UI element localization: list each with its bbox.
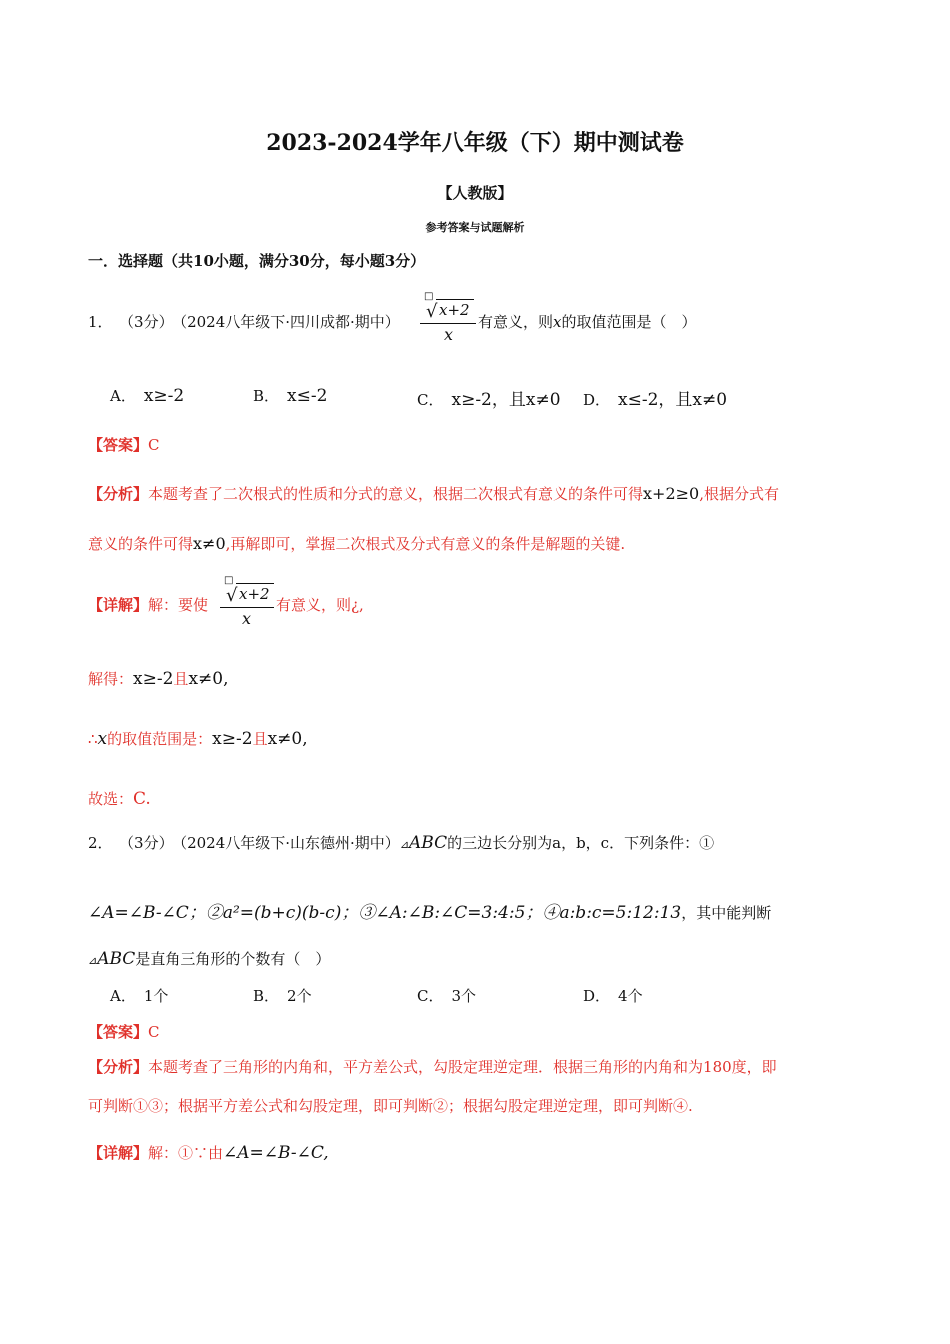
q1-detail-cont: 有意义，则¿, xyxy=(276,596,364,614)
q2-header-line xyxy=(88,832,714,853)
fraction-bar xyxy=(420,323,476,324)
q1-detail-line1 xyxy=(88,594,208,615)
radical-vinculum xyxy=(236,583,274,584)
section-heading: 一．选择题（共10小题，满分30分，每小题3分） xyxy=(88,252,426,270)
solve-prefix: 解得： xyxy=(88,670,134,688)
q2-option-c xyxy=(417,985,476,1006)
q1-fraction xyxy=(420,293,478,345)
q2-stem-text: 的三边长分别为a，b，c．下列条件：① xyxy=(447,834,715,852)
detail-text: 解：①∵由 xyxy=(148,1144,224,1162)
option-label: C． xyxy=(417,391,444,409)
solve-math: x≥-2 xyxy=(133,669,174,689)
q2-stem-text: 是直角三角形的个数有（ ） xyxy=(135,950,331,968)
q1-therefore-line xyxy=(88,728,308,749)
option-math: x≤-2，且x≠0 xyxy=(618,390,728,410)
q1-detail-fraction xyxy=(220,577,276,627)
radical-sign-icon: √ xyxy=(426,301,438,322)
analysis-text: 本题考查了二次根式的性质和分式的意义，根据二次根式有意义的条件可得 xyxy=(148,485,644,503)
q1-radicand: x+2 xyxy=(239,585,270,603)
root-index-box: □ xyxy=(224,575,234,586)
therefore-math: x≥-2 xyxy=(212,729,253,749)
detail-text: 解：要使 xyxy=(148,596,209,614)
q1-stem-text: 有意义，则 xyxy=(478,313,554,331)
option-label: A． xyxy=(110,987,136,1005)
choose-answer: C. xyxy=(133,789,151,809)
analysis-text: 意义的条件可得 xyxy=(88,535,194,553)
q1-stem-var: x xyxy=(553,313,562,331)
q1-radicand: x+2 xyxy=(439,301,470,319)
option-text: 3个 xyxy=(451,987,477,1005)
answer-tag: 【答案】 xyxy=(88,1023,149,1041)
option-math: x≥-2，且x≠0 xyxy=(451,390,561,410)
fraction-bar xyxy=(220,607,274,608)
q1-number: 1． xyxy=(88,313,113,331)
answer-tag: 【答案】 xyxy=(88,436,149,454)
q1-denominator: x xyxy=(242,609,252,628)
edition-label: 【人教版】 xyxy=(437,184,513,202)
q2-detail-line xyxy=(88,1142,329,1163)
option-label: B． xyxy=(253,987,280,1005)
detail-math: ∠A=∠B-∠C, xyxy=(223,1143,329,1163)
option-text: 4个 xyxy=(618,987,643,1005)
solve-mid: 且 xyxy=(173,670,189,688)
analysis-text: ,根据分式有 xyxy=(699,485,780,503)
solve-math: x≠0, xyxy=(188,669,229,689)
q1-score: （3分） xyxy=(126,313,174,331)
q2-analysis-line1 xyxy=(88,1056,777,1077)
triangle-icon: ⊿ xyxy=(399,838,410,851)
answer-value: C xyxy=(148,1023,160,1041)
page-title: 2023-2024学年八年级（下）期中测试卷 xyxy=(266,130,684,156)
q1-answer xyxy=(88,434,160,455)
therefore-math: x≠0, xyxy=(267,729,308,749)
option-math: x≤-2 xyxy=(287,386,328,406)
q2-stem-line2 xyxy=(88,948,330,969)
option-text: 2个 xyxy=(287,987,312,1005)
analysis-tag: 【分析】 xyxy=(88,485,149,503)
triangle-name: ABC xyxy=(97,949,136,969)
q1-analysis-line1 xyxy=(88,483,779,504)
analysis-math: x+2≥0 xyxy=(643,484,700,503)
q1-analysis-line2 xyxy=(88,533,625,554)
option-math: x≥-2 xyxy=(143,386,185,406)
q1-source: （2024八年级下·四川成都·期中） xyxy=(179,313,400,331)
choose-label: 故选： xyxy=(88,790,134,808)
option-label: C． xyxy=(417,987,444,1005)
therefore-var: x xyxy=(97,729,108,749)
q2-option-b xyxy=(253,985,312,1006)
option-label: B． xyxy=(253,387,280,405)
q2-analysis-line2: 可判断①③；根据平方差公式和勾股定理，即可判断②；根据勾股定理逆定理，即可判断④. xyxy=(88,1097,693,1115)
q2-score: （3分） xyxy=(126,834,174,852)
radical-vinculum xyxy=(436,299,474,300)
analysis-text: 本题考查了三角形的内角和，平方差公式，勾股定理逆定理．根据三角形的内角和为180度，即 xyxy=(148,1058,777,1076)
option-label: D． xyxy=(583,987,611,1005)
q2-conditions: ∠A=∠B-∠C；②a²=(b+c)(b-c)；③∠A:∠B:∠C=3:4:5；④a:b:c=5:12:13 xyxy=(88,903,682,923)
radical-sign-icon: √ xyxy=(226,585,238,606)
q2-answer xyxy=(88,1021,160,1042)
analysis-text: ,再解即可，掌握二次根式及分式有意义的条件是解题的关键. xyxy=(225,535,626,553)
root-index-box: □ xyxy=(424,291,434,302)
triangle-icon: ⊿ xyxy=(88,954,98,967)
q2-option-a xyxy=(110,985,168,1006)
answer-value: C xyxy=(148,436,160,454)
therefore-mid: 且 xyxy=(252,730,268,748)
q1-stem-end: 的取值范围是（ ） xyxy=(561,313,697,331)
subtitle: 参考答案与试题解析 xyxy=(425,221,525,234)
therefore-symbol: ∴ xyxy=(88,730,98,748)
q1-option-b xyxy=(253,385,327,406)
q2-conditions-line xyxy=(88,898,771,923)
q2-source: （2024八年级下·山东德州·期中） xyxy=(179,834,400,852)
q2-conditions-end: ，其中能判断 xyxy=(681,904,772,922)
q1-number-score xyxy=(88,311,400,332)
triangle-name: ABC xyxy=(409,833,448,853)
q1-solve-line xyxy=(88,668,229,689)
analysis-math: x≠0 xyxy=(193,534,226,553)
q2-number: 2． xyxy=(88,834,113,852)
analysis-tag: 【分析】 xyxy=(88,1058,149,1076)
q1-option-d xyxy=(583,385,727,410)
option-label: A． xyxy=(110,387,136,405)
q2-option-d xyxy=(583,985,643,1006)
detail-tag: 【详解】 xyxy=(88,1144,149,1162)
option-text: 1个 xyxy=(143,987,169,1005)
q1-stem xyxy=(478,311,697,332)
detail-tag: 【详解】 xyxy=(88,596,149,614)
q1-option-a xyxy=(110,385,184,406)
q1-denominator: x xyxy=(444,325,454,344)
q1-option-c xyxy=(417,385,561,410)
option-label: D． xyxy=(583,391,611,409)
q1-choose-line xyxy=(88,788,151,809)
therefore-text: 的取值范围是： xyxy=(107,730,213,748)
